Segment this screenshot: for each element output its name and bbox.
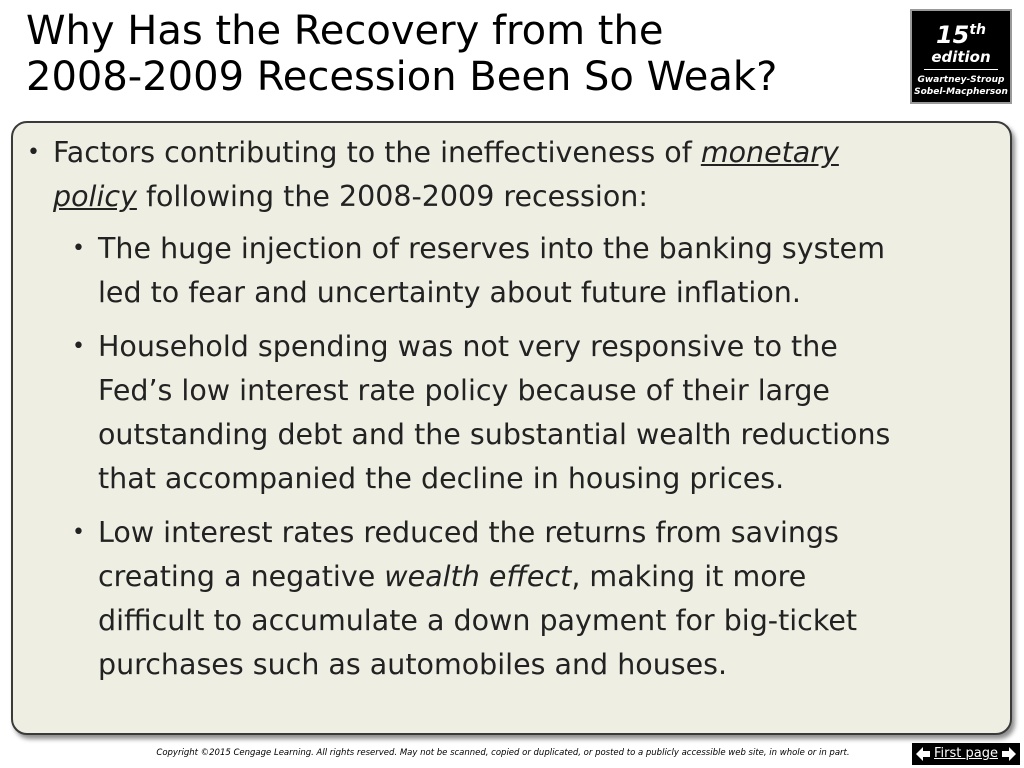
author-line-2: Sobel-Macpherson [914, 87, 1008, 97]
copyright-notice: Copyright ©2015 Cengage Learning. All rights reserved. May not be scanned, copied or duplicated, or posted to a publicly accessible web site, in whole or in part. [156, 748, 850, 758]
page-title [26, 8, 886, 100]
edition-number: 15th [935, 21, 987, 49]
sub-bullet-low-rates: • Low interest rates reduced the returns from savings creating a negative wealth effect, making it more difficult to accumulate a down payment for big-ticket purchases such as automobiles and houses. [98, 511, 996, 687]
content-panel [11, 121, 1012, 735]
sub-bullet-household: • Household spending was not very responsive to the Fed’s low interest rate policy because of their large outstanding debt and the substantial wealth reductions that accompanied the decline in housing prices. [98, 325, 996, 501]
edition-label: edition [924, 48, 998, 70]
main-bullet: • Factors contributing to the ineffectiveness of monetary policy following the 2008-2009 recession: [53, 131, 996, 219]
bullet-dot: • [72, 236, 85, 261]
first-page-button[interactable] [912, 743, 1020, 765]
arrow-left-icon [915, 746, 931, 762]
bullet-dot: • [72, 520, 85, 545]
title-line-2: 2008-2009 Recession Been So Weak? [26, 54, 778, 100]
arrow-right-icon [1001, 746, 1017, 762]
emphasis-policy: policy [53, 180, 137, 213]
edition-badge [910, 9, 1012, 104]
emphasis-wealth-effect: wealth effect [384, 560, 572, 593]
edition-number-suffix: th [969, 22, 987, 38]
emphasis-monetary: monetary [700, 136, 839, 169]
edition-authors [912, 74, 1010, 98]
bullet-dot: • [27, 140, 40, 165]
bullet-dot: • [72, 334, 85, 359]
sub-bullet-reserves: • The huge injection of reserves into the banking system led to fear and uncertainty about future inflation. [98, 227, 996, 315]
first-page-link[interactable]: First page [934, 746, 998, 761]
author-line-1: Gwartney-Stroup [917, 75, 1005, 85]
title-line-1: Why Has the Recovery from the [26, 8, 664, 54]
